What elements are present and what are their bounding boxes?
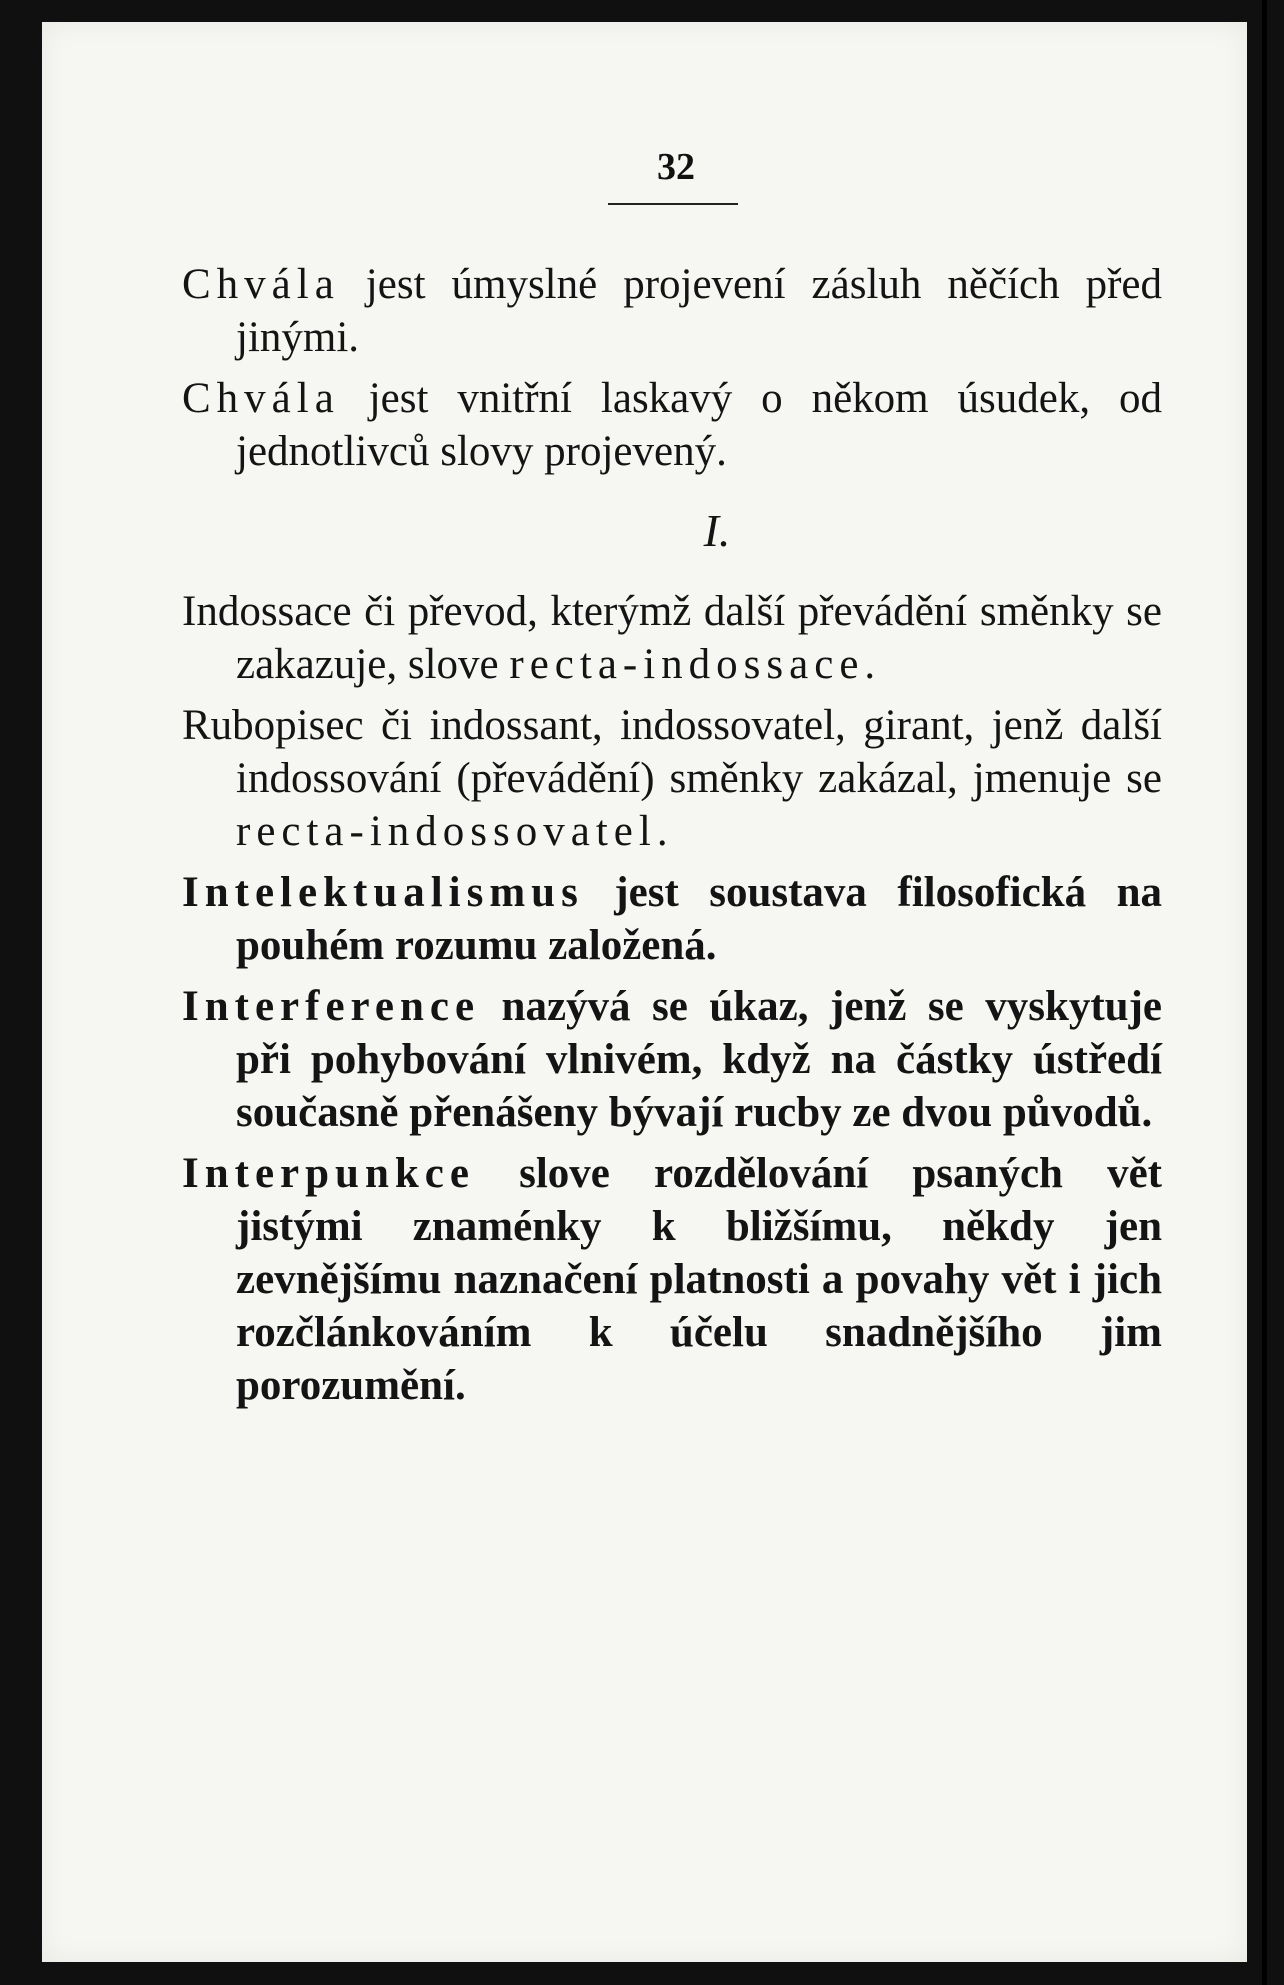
entry-rubopisec: [182, 699, 1162, 858]
entry-chvala-2: [182, 372, 1162, 478]
entry-interpunkce: [182, 1147, 1162, 1412]
page-edge-rule: [1262, 0, 1267, 1985]
entry-spaced-term: recta-indossovatel.: [236, 808, 674, 855]
entry-text: Rubopisec či indossant, indossovatel, girant, jenž další indossování (převádění) směnky zakázal, jmenuje se: [182, 702, 1162, 802]
entry-term: Interference: [182, 983, 481, 1030]
entry-term: Chvála: [182, 375, 340, 422]
entry-text: jest vnitřní laskavý o někom úsudek, od jednotlivců slovy projevený.: [236, 375, 1162, 475]
entry-chvala-1: [182, 258, 1162, 364]
entry-text: nazývá se úkaz, jenž se vyskytuje při pohybování vlnivém, když na částky ústředí současně přenášeny bývají rucby ze dvou původů.: [236, 983, 1162, 1136]
entry-term: Chvála: [182, 261, 340, 308]
entry-text: Indossace či převod, kterýmž další převádění směnky se zakazuje, slove: [182, 588, 1162, 688]
entry-intelektualismus: [182, 866, 1162, 972]
entry-term: Intelektualismus: [182, 869, 584, 916]
entry-spaced-term: recta-indossace.: [509, 641, 882, 688]
entry-text: jest soustava filosofická na pouhém rozumu založená.: [236, 869, 1162, 969]
entry-term: Interpunkce: [182, 1150, 475, 1197]
page-body: [182, 258, 1162, 1412]
entry-indossace: [182, 585, 1162, 691]
page-number: 32: [657, 146, 695, 188]
page-number-rule: [608, 203, 738, 205]
section-heading: I.: [703, 505, 731, 556]
entry-text: slove rozdělování psaných vět jistými znaménky k bližšímu, někdy jen zevnějšímu naznačení platnosti a povahy vět i jich rozčlánkováním k účelu snadnějšího jim porozumění.: [236, 1150, 1162, 1409]
entry-text: jest úmyslné projevení zásluh něčích před jinými.: [236, 261, 1162, 361]
entry-interference: [182, 980, 1162, 1139]
